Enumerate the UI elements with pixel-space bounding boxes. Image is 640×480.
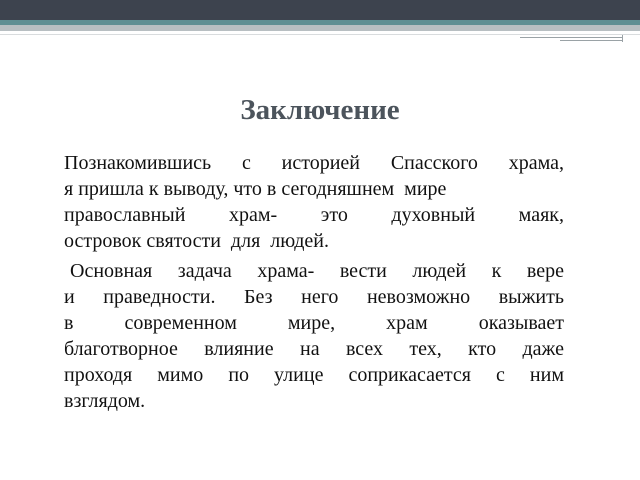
text-line: Познакомившись с историей Спасского храма, xyxy=(64,152,564,174)
text-line: Основная задача храма- вести людей к вере xyxy=(70,260,564,282)
text-line: православный храм- это духовный маяк, xyxy=(64,204,564,226)
text-line: я пришла к выводу, что в сегодняшнем мире xyxy=(64,178,447,200)
header-rule xyxy=(0,34,640,35)
paragraph-1 xyxy=(64,150,564,254)
decorative-line xyxy=(622,35,623,42)
text-line: взглядом. xyxy=(64,390,146,412)
text-line: проходя мимо по улице соприкасается с ним xyxy=(64,364,564,386)
decorative-line xyxy=(560,40,622,41)
text-line: в современном мире, храм оказывает xyxy=(64,312,564,334)
text-line: благотворное влияние на всех тех, кто даже xyxy=(64,338,564,360)
slide-body xyxy=(64,150,564,414)
paragraph-2 xyxy=(64,258,564,414)
text-line: островок святости для людей. xyxy=(64,230,329,252)
text-line: и праведности. Без него невозможно выжить xyxy=(64,286,564,308)
slide-title: Заключение xyxy=(240,94,400,126)
header-band-dark xyxy=(0,0,640,20)
decorative-line xyxy=(520,37,622,38)
header-band-gray xyxy=(0,25,640,31)
